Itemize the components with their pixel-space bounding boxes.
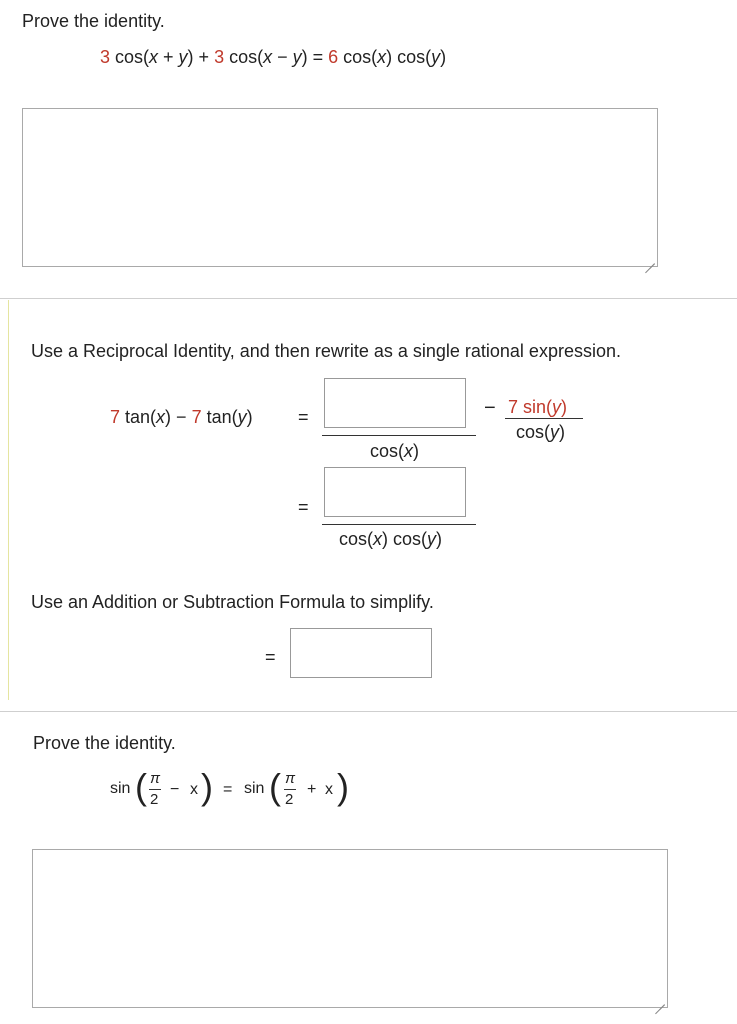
resize-grip-icon[interactable] bbox=[655, 995, 665, 1005]
equals-sign: = bbox=[298, 407, 309, 427]
simplify-input[interactable] bbox=[290, 628, 432, 678]
right-paren: ) bbox=[201, 766, 213, 807]
right-fraction-numerator: 7 sin(y) bbox=[508, 397, 568, 417]
q3-proof-textarea[interactable] bbox=[32, 849, 668, 1008]
minus-sign: − bbox=[484, 397, 496, 419]
numerator-input-2[interactable] bbox=[324, 467, 466, 517]
coef: 3 bbox=[100, 47, 111, 67]
denominator-2: cos(x) cos(y) bbox=[339, 529, 443, 549]
section-divider bbox=[0, 298, 737, 299]
fraction-bar bbox=[322, 524, 476, 525]
equals-sign: = bbox=[265, 647, 276, 667]
q1-proof-textarea[interactable] bbox=[22, 108, 658, 267]
left-paren: ( bbox=[135, 766, 147, 807]
left-paren: ( bbox=[269, 766, 281, 807]
right-fraction-denominator: cos(y) bbox=[516, 422, 566, 442]
q3-equation: sin ( π 2 − x ) = sin ( π 2 + x ) bbox=[110, 766, 349, 808]
part-indicator-line bbox=[8, 300, 9, 700]
q1-instruction: Prove the identity. bbox=[22, 11, 165, 31]
q2-instruction: Use a Reciprocal Identity, and then rewrite as a single rational expression. bbox=[31, 341, 621, 361]
equals-sign: = bbox=[298, 497, 309, 517]
coef: 6 bbox=[328, 47, 339, 67]
coef: 3 bbox=[214, 47, 225, 67]
q2-instruction-2: Use an Addition or Subtraction Formula to simplify. bbox=[31, 592, 434, 612]
fraction-bar bbox=[505, 418, 583, 419]
resize-grip-icon[interactable] bbox=[645, 254, 655, 264]
q1-equation: 3 cos(x + y) + 3 cos(x − y) = 6 cos(x) cos(y) bbox=[100, 47, 447, 67]
section-divider bbox=[0, 711, 737, 712]
fraction-bar bbox=[322, 435, 476, 436]
q3-instruction: Prove the identity. bbox=[33, 733, 176, 753]
right-paren: ) bbox=[337, 766, 349, 807]
numerator-input-1[interactable] bbox=[324, 378, 466, 428]
q2-lhs: 7 tan(x) − 7 tan(y) bbox=[110, 407, 253, 427]
denominator-1: cos(x) bbox=[370, 441, 420, 461]
